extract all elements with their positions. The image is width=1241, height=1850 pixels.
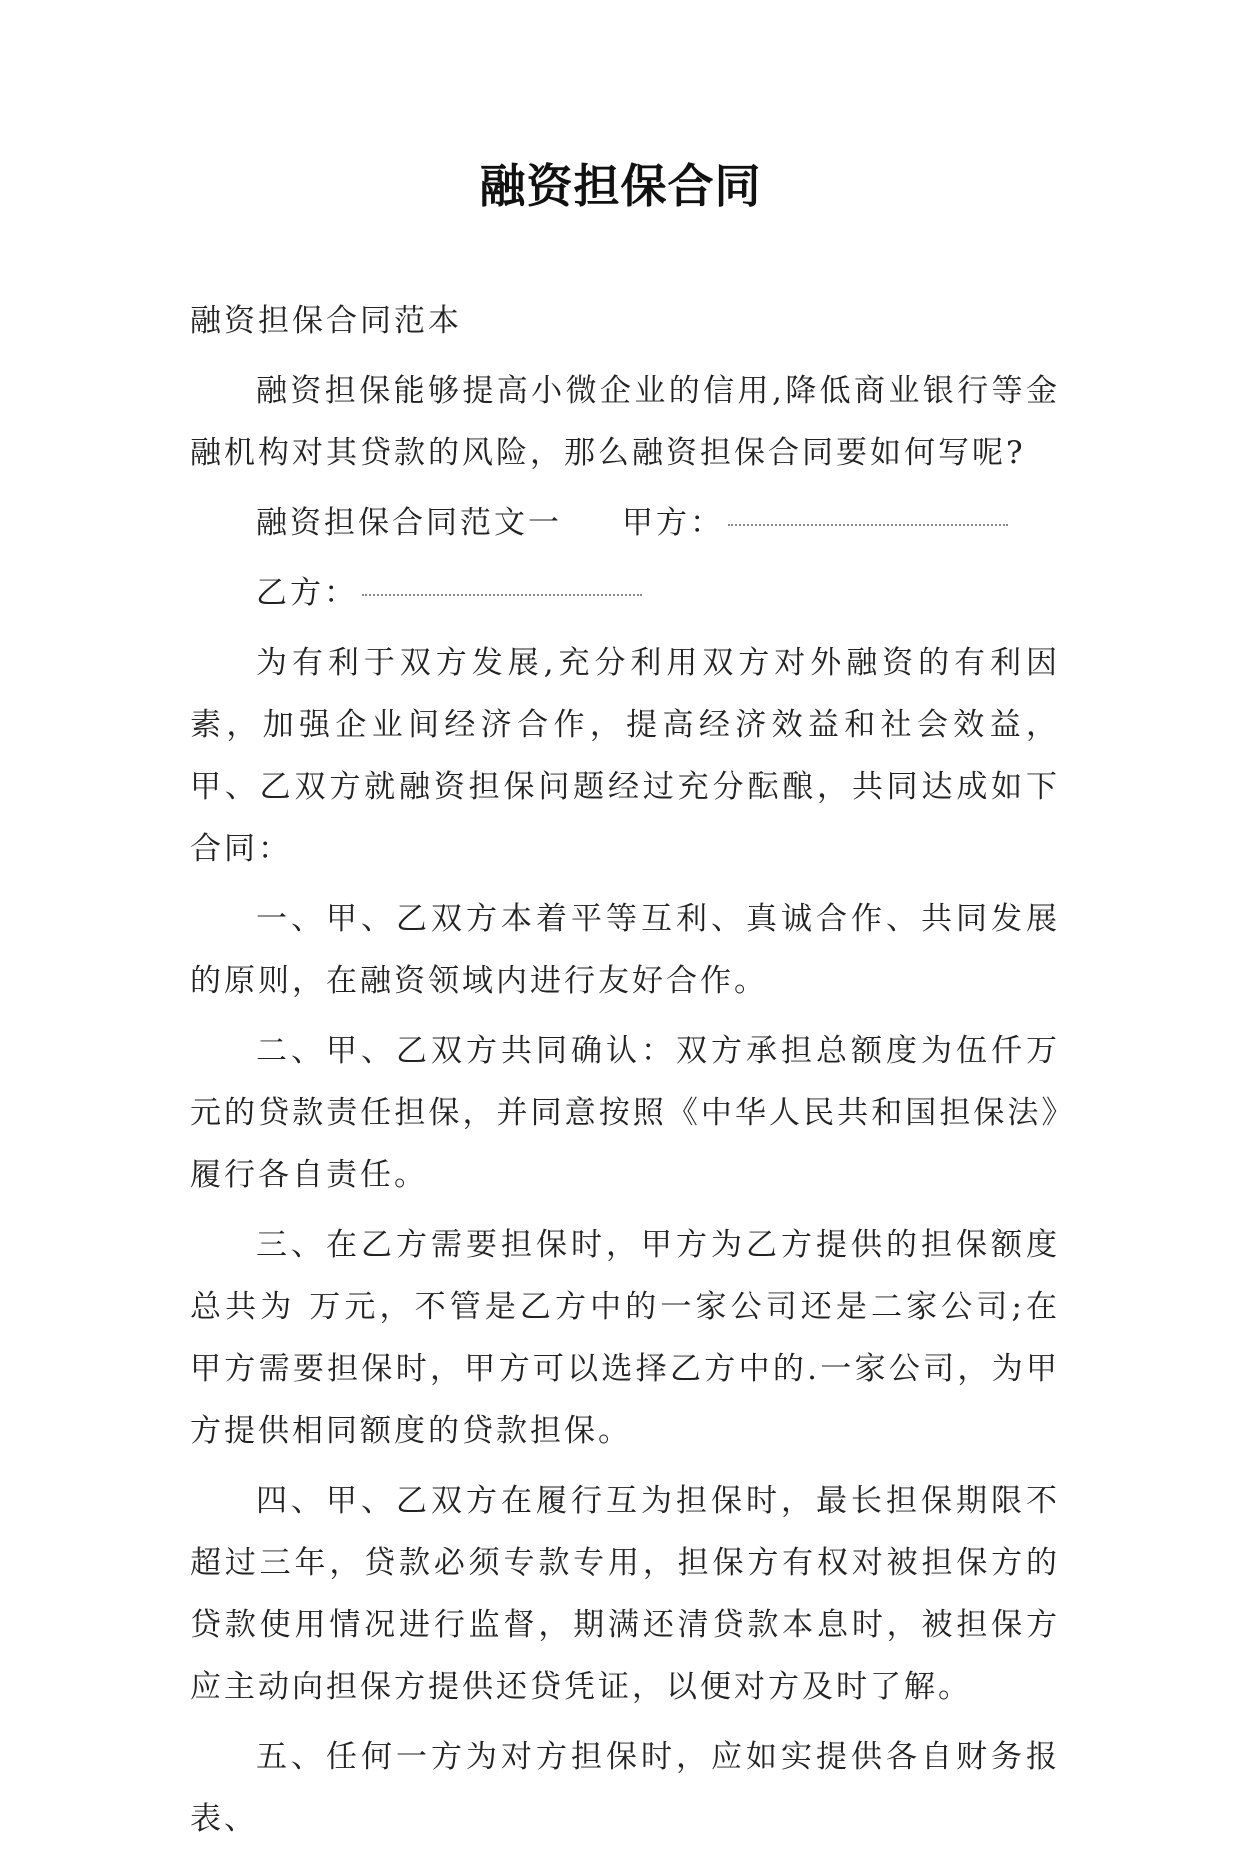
clause-1: 一、甲、乙双方本着平等互利、真诚合作、共同发展的原则，在融资领域内进行友好合作。 xyxy=(190,901,1060,999)
clause-4: 四、甲、乙双方在履行互为担保时，最长担保期限不超过三年，贷款必须专款专用，担保方有权对被担保方的贷款使用情况进行监督，期满还清贷款本息时，被担保方应主动向担保方提供还贷凭证，以便对方及时了解。 xyxy=(190,1483,1060,1705)
sample-heading: 融资担保合同范文一 xyxy=(256,505,562,541)
clause-2: 二、甲、乙双方共同确认：双方承担总额度为伍仟万元的贷款责任担保，并同意按照《中华人民共和国担保法》履行各自责任。 xyxy=(190,1033,1060,1193)
party-b-line xyxy=(190,562,1060,624)
document-title: 融资担保合同 xyxy=(479,159,762,213)
preamble-paragraph: 为有利于双方发展,充分利用双方对外融资的有利因素，加强企业间经济合作，提高经济效益和社会效益，甲、乙双方就融资担保问题经过充分酝酿，共同达成如下合同： xyxy=(190,645,1060,867)
party-b-label: 乙方： xyxy=(256,575,358,611)
sample-heading-line xyxy=(190,492,1060,554)
document-body xyxy=(190,290,1060,1850)
party-b-blank xyxy=(362,593,642,596)
intro-paragraph: 融资担保能够提高小微企业的信用,降低商业银行等金融机构对其贷款的风险，那么融资担保合同要如何写呢? xyxy=(190,373,1060,471)
party-a-label: 甲方： xyxy=(622,505,724,541)
clause-3: 三、在乙方需要担保时，甲方为乙方提供的担保额度总共为 万元，不管是乙方中的一家公司还是二家公司;在甲方需要担保时，甲方可以选择乙方中的.一家公司，为甲方提供相同额度的贷款担保。 xyxy=(190,1227,1060,1449)
subtitle: 融资担保合同范本 xyxy=(190,303,462,339)
clause-5: 五、任何一方为对方担保时，应如实提供各自财务报表、 xyxy=(190,1739,1060,1837)
party-a-blank xyxy=(728,523,1008,526)
